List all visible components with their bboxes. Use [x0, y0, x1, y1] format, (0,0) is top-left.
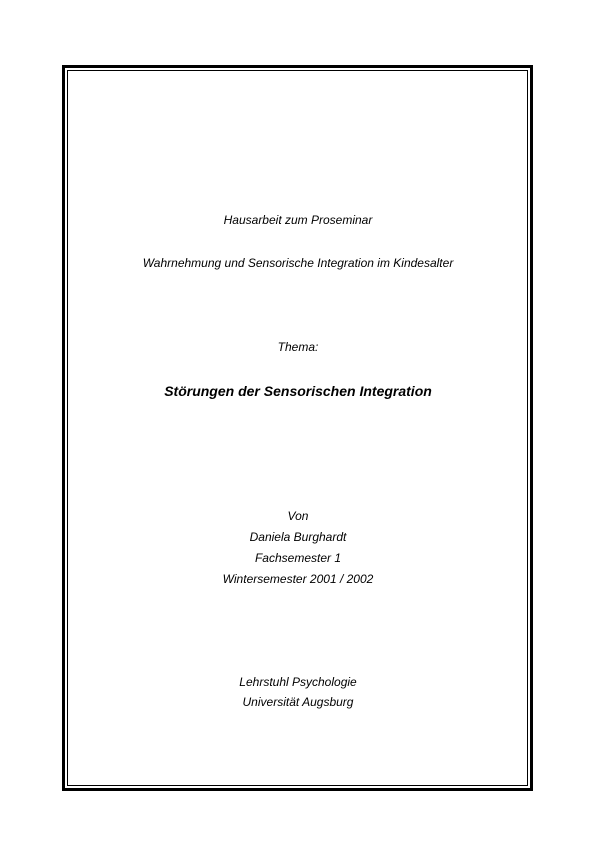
author-semester: Fachsemester 1: [254, 551, 342, 565]
author-by: Von: [287, 509, 309, 523]
document-title: Störungen der Sensorischen Integration: [164, 383, 432, 399]
seminar-name: Wahrnehmung und Sensorische Integration im Kindesalter: [142, 256, 454, 270]
seminar-label: Hausarbeit zum Proseminar: [223, 213, 373, 227]
institution-university: Universität Augsburg: [242, 695, 354, 709]
author-term: Wintersemester 2001 / 2002: [222, 572, 374, 586]
topic-label: Thema:: [277, 340, 319, 354]
institution-chair: Lehrstuhl Psychologie: [239, 675, 357, 689]
author-name: Daniela Burghardt: [249, 530, 347, 544]
